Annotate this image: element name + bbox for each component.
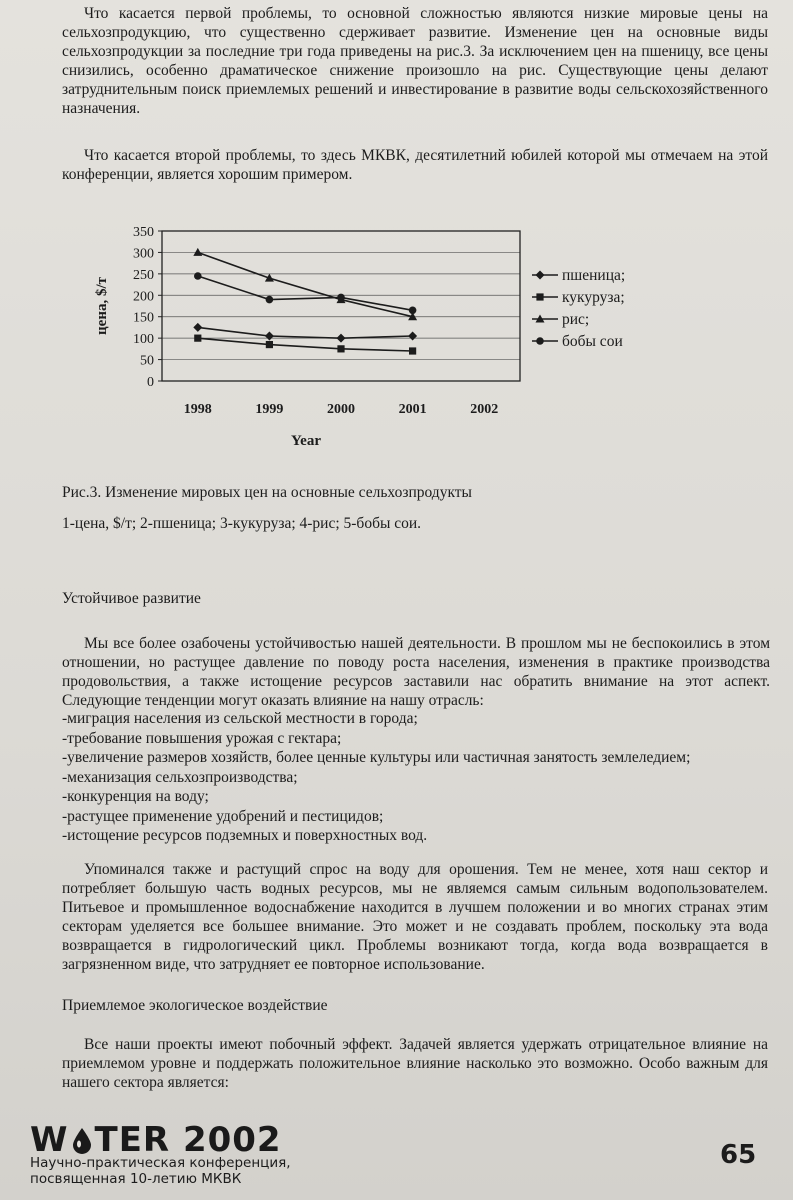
x-tick-label: 2002 bbox=[470, 402, 499, 417]
y-tick-label: 350 bbox=[133, 225, 154, 240]
heading-ecological: Приемлемое экологическое воздействие bbox=[62, 997, 328, 1014]
data-point bbox=[408, 332, 417, 341]
y-tick-label: 100 bbox=[133, 332, 154, 348]
data-point bbox=[193, 323, 202, 332]
data-point bbox=[409, 347, 416, 354]
series-line bbox=[198, 327, 413, 338]
paragraph-second-problem: Что касается второй проблемы, то здесь МКВК, десятилетний юбилей которой мы отмечаем на этой конференции, является хорошим примером. bbox=[62, 147, 768, 183]
data-point bbox=[337, 334, 346, 343]
y-tick-label: 50 bbox=[140, 353, 154, 369]
data-point bbox=[193, 248, 202, 256]
price-chart-svg bbox=[90, 205, 650, 455]
y-tick-label: 150 bbox=[133, 310, 154, 326]
heading-sustainable: Устойчивое развитие bbox=[62, 590, 201, 607]
data-point bbox=[266, 341, 273, 348]
y-axis-label: цена, $/т bbox=[94, 277, 110, 335]
data-point bbox=[194, 335, 201, 342]
legend-label: кукуруза; bbox=[562, 289, 625, 306]
x-tick-label: 1999 bbox=[255, 402, 284, 417]
y-tick-label: 0 bbox=[147, 375, 154, 390]
list-item: -растущее применение удобрений и пестицидов; bbox=[62, 807, 384, 825]
page-number: 65 bbox=[720, 1140, 757, 1170]
legend-marker bbox=[536, 293, 543, 300]
list-item: -требование повышения урожая с гектара; bbox=[62, 729, 342, 747]
water-drop-icon bbox=[70, 1123, 94, 1151]
paragraph-price-problem: Что касается первой проблемы, то основной сложностью являются низкие мировые цены на сельхозпродукцию, что существенно сдерживает развитие. Изменение цен на основные виды сельхозпродукции за последние три года приведены на рис.3. За исключением цен на пшеницу, все цены снизились, особенно драматическое снижение произошло на рис. Существующие цены делают затруднительным поиск приемлемых решений и инвестирование в развитие воды сельскохозяйственного назначения. bbox=[62, 5, 768, 117]
figure-legend-note: 1-цена, $/т; 2-пшеница; 3-кукуруза; 4-рис; 5-бобы сои. bbox=[62, 515, 422, 532]
data-point bbox=[266, 296, 274, 304]
legend-label: пшеница; bbox=[562, 267, 626, 284]
footer-conference-text: Научно-практическая конференция, посвященная 10-летию МКВК bbox=[30, 1155, 291, 1187]
x-tick-label: 2001 bbox=[398, 402, 427, 417]
series-line bbox=[198, 338, 413, 351]
list-item: -миграция населения из сельской местности в города; bbox=[62, 710, 418, 727]
data-point bbox=[337, 345, 344, 352]
data-point bbox=[409, 306, 417, 314]
y-tick-label: 250 bbox=[133, 267, 154, 283]
series-line bbox=[198, 252, 413, 316]
list-item: -механизация сельхозпроизводства; bbox=[62, 768, 298, 786]
price-chart bbox=[90, 205, 650, 455]
paragraph-water-demand: Упоминался также и растущий спрос на воду для орошения. Тем не менее, хотя наш сектор и потребляет большую часть водных ресурсов, мы не являемся самым сильным водопользователем. Питьевое и промышленное водоснабжение находится в лучшем положении и во многих странах этим секторам уделяется все большее внимание. Это может и не создавать проблем, поскольку эта вода возвращается в гидрологический цикл. Проблемы возникают тогда, когда вода возвращается в загрязненном виде, что затрудняет ее повторное использование. bbox=[62, 861, 768, 973]
paragraph-sustainability: Мы все более озабочены устойчивостью нашей деятельности. В прошлом мы не беспокоились в этом отношении, но растущее давление по поводу роста населения, изменения в практике производства продовольствия, а также истощение ресурсов заставили нас обратить внимание на этот аспект. Следующие тенденции могут оказать влияние на нашу отрасль: bbox=[62, 635, 770, 709]
list-item: -конкуренция на воду; bbox=[62, 788, 209, 805]
x-tick-label: 2000 bbox=[327, 402, 355, 417]
plot-frame bbox=[162, 231, 520, 381]
legend-marker bbox=[536, 337, 544, 345]
x-axis-label: Year bbox=[291, 433, 321, 449]
paragraph-side-effects: Все наши проекты имеют побочный эффект. Задачей является удержать отрицательное влияние на приемлемом уровне и поддержать положительное влияние насколько это возможно. Особо важным для нашего сектора является: bbox=[62, 1036, 768, 1091]
series-line bbox=[198, 276, 413, 310]
figure-caption: Рис.3. Изменение мировых цен на основные сельхозпродукты bbox=[62, 484, 472, 501]
data-point bbox=[194, 272, 202, 280]
data-point bbox=[337, 294, 345, 302]
legend-label: рис; bbox=[562, 311, 590, 328]
data-point bbox=[265, 332, 274, 341]
water-2002-logo: W TER 2002 bbox=[30, 1120, 282, 1160]
trends-list bbox=[62, 709, 690, 846]
y-tick-label: 200 bbox=[133, 289, 154, 305]
list-item: -увеличение размеров хозяйств, более ценные культуры или частичная занятость землеледием; bbox=[62, 749, 691, 766]
y-tick-label: 300 bbox=[133, 246, 154, 262]
list-item: -истощение ресурсов подземных и поверхностных вод. bbox=[62, 827, 428, 844]
legend-label: бобы сои bbox=[562, 333, 623, 350]
legend-marker bbox=[536, 271, 545, 280]
x-tick-label: 1998 bbox=[183, 402, 212, 417]
